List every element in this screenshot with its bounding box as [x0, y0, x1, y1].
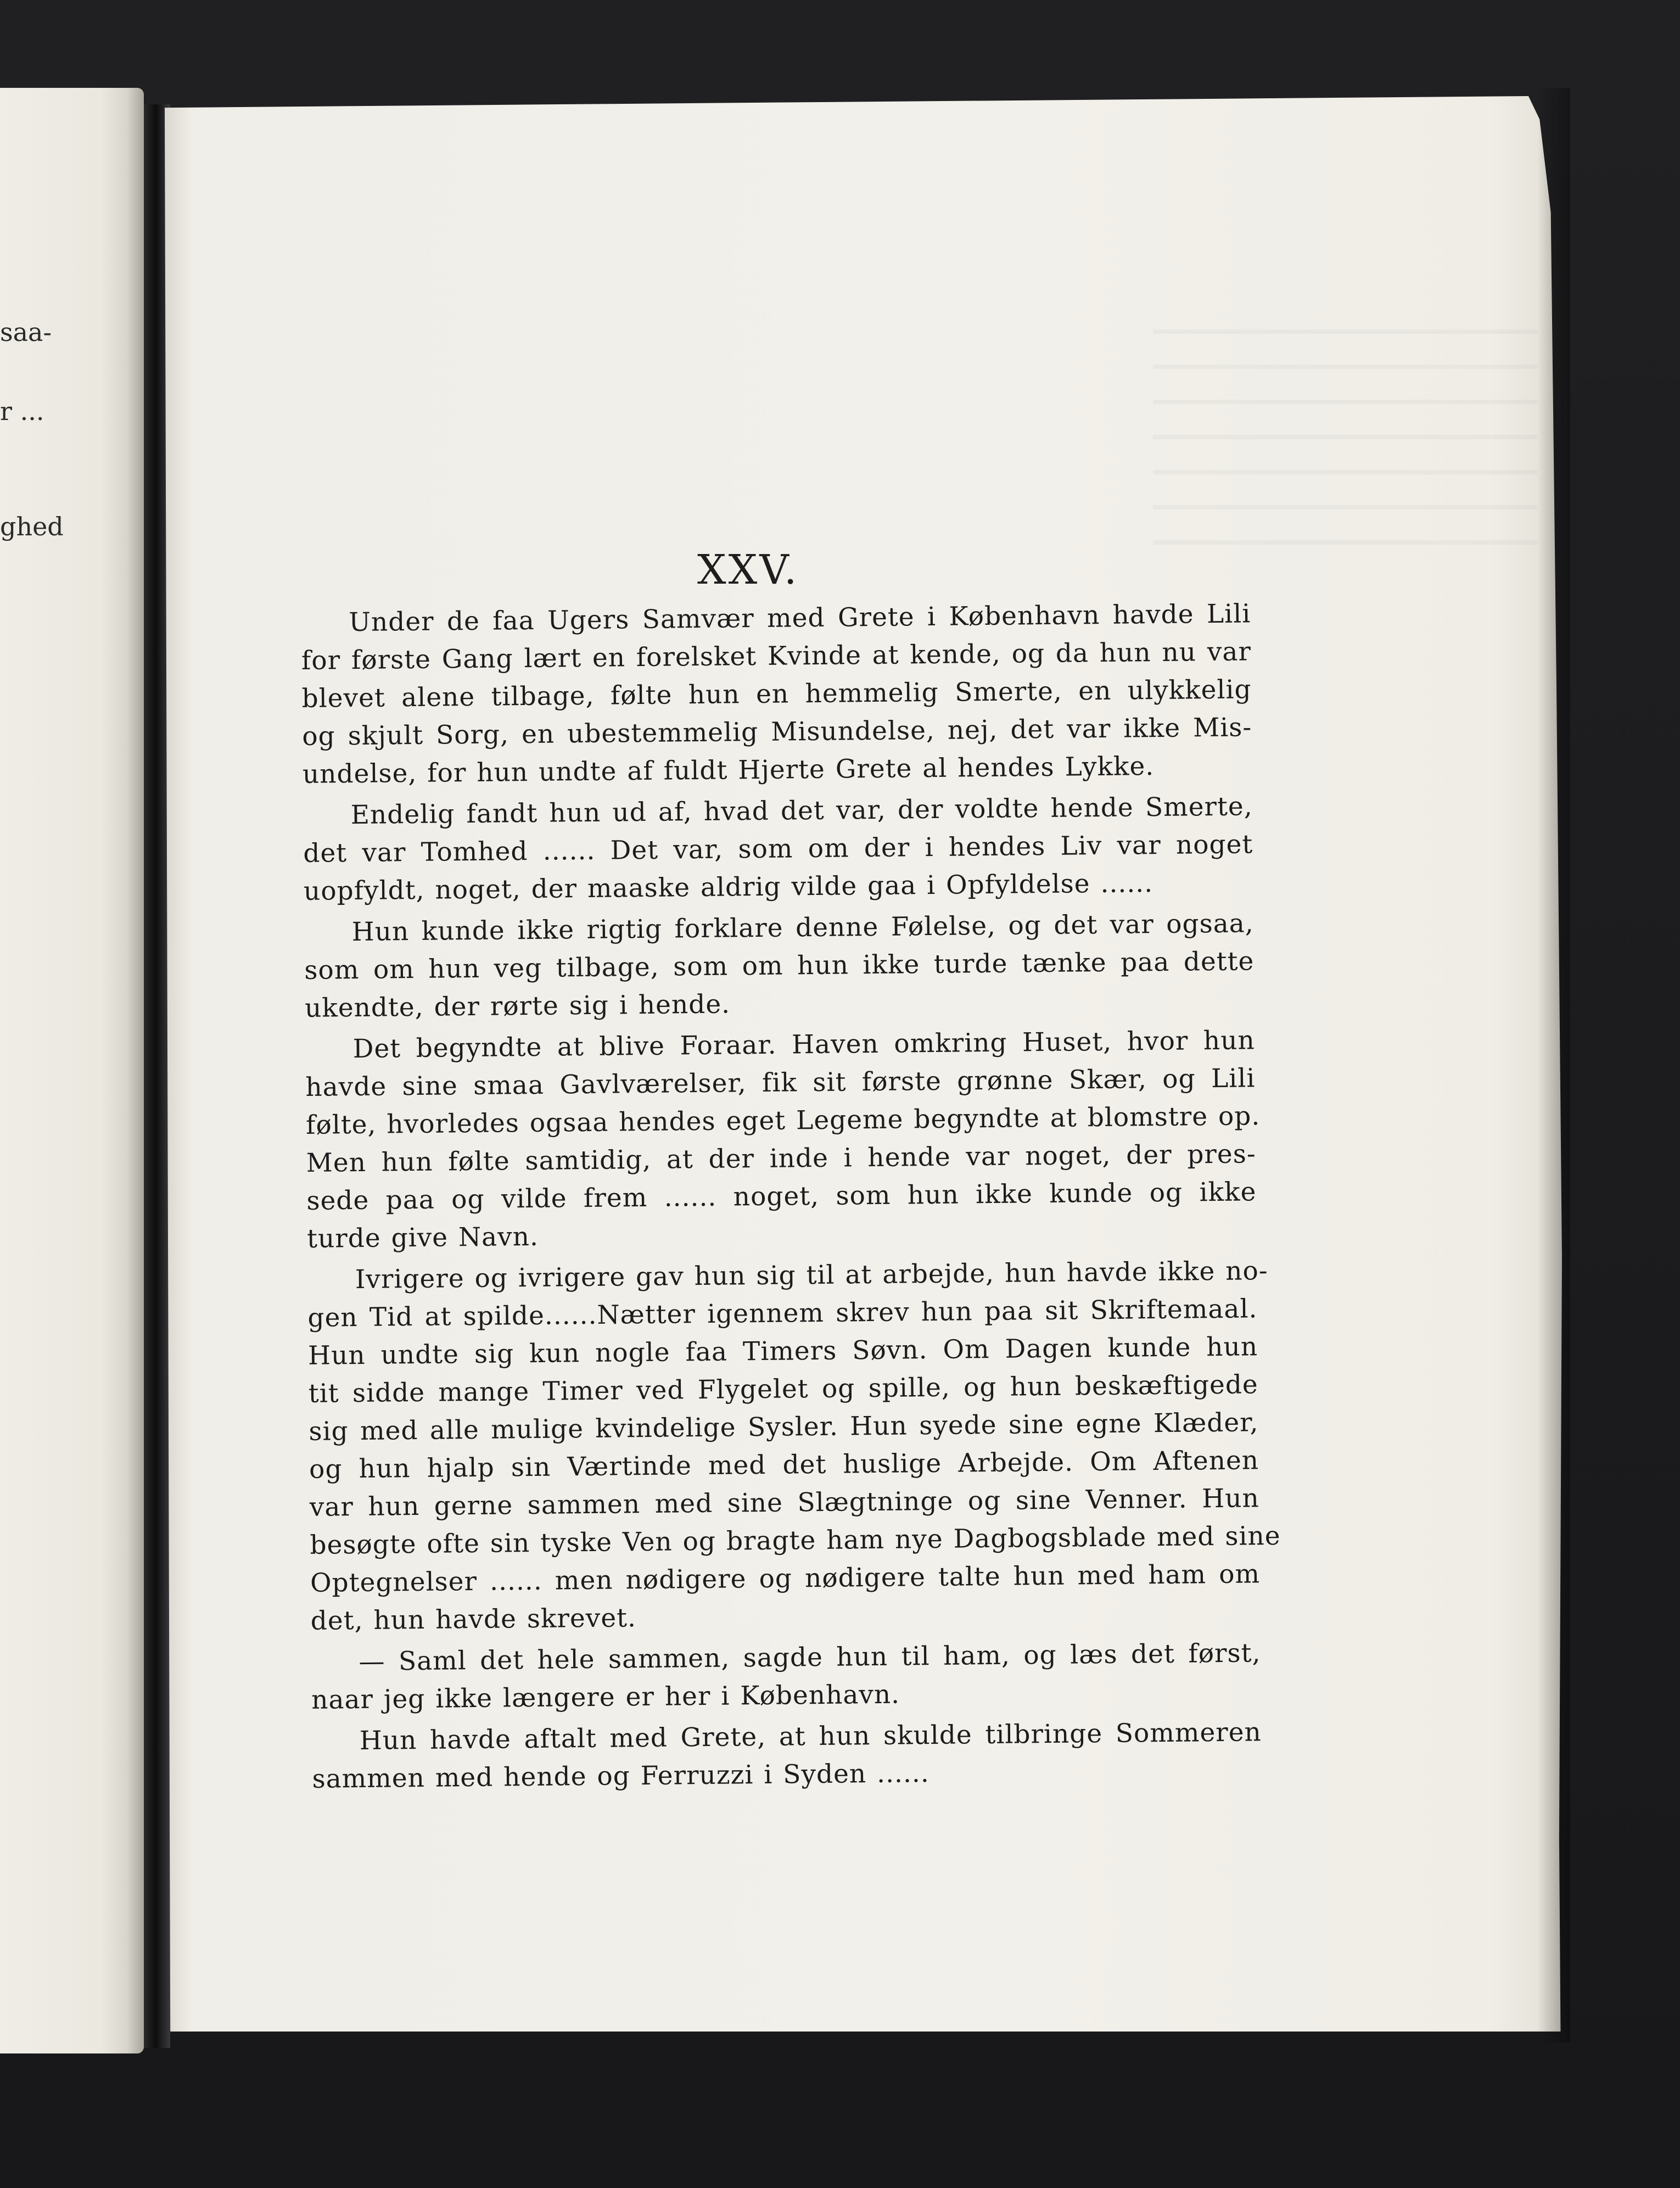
show-through-text: [1153, 329, 1537, 560]
text-line: blevet alene tilbage, følte hun en hemmelig Smerte, en ulykkelig: [301, 674, 1252, 714]
paragraph: [311, 1634, 1261, 1719]
text-line: Under de faa Ugers Samvær med Grete i København havde Lili: [349, 598, 1251, 638]
text-line: besøgte ofte sin tyske Ven og bragte ham nye Dagbogsblade med sine: [310, 1520, 1281, 1560]
text-line: Ivrigere og ivrigere gav hun sig til at arbejde, hun havde ikke no-: [355, 1256, 1268, 1295]
text-line: og skjult Sorg, en ubestemmelig Misundelse, nej, det var ikke Mis-: [302, 712, 1252, 752]
previous-page-fragment: saa-: [0, 317, 52, 347]
text-line: undelse, for hun undte af fuldt Hjerte Grete al hendes Lykke.: [302, 751, 1155, 790]
paragraph: [303, 787, 1253, 910]
paragraph: [307, 1252, 1281, 1640]
text-line: havde sine smaa Gavlværelser, fik sit første grønne Skær, og Lili: [305, 1063, 1256, 1103]
paragraph: [301, 595, 1252, 793]
previous-page-fragment: r ...: [0, 396, 44, 426]
text-line: — Saml det hele sammen, sagde hun til ham, og læs det først,: [359, 1638, 1261, 1677]
previous-page: [0, 88, 144, 2053]
text-line: Det begyndte at blive Foraar. Haven omkring Huset, hvor hun: [352, 1025, 1255, 1065]
text-line: følte, hvorledes ogsaa hendes eget Legeme begyndte at blomstre op.: [305, 1101, 1261, 1140]
text-line: ukendte, der rørte sig i hende.: [304, 989, 731, 1023]
text-line: tit sidde mange Timer ved Flygelet og spille, og hun beskæftigede: [308, 1369, 1258, 1409]
text-line: Hun havde aftalt med Grete, at hun skulde tilbringe Sommeren: [359, 1717, 1262, 1756]
text-line: for første Gang lært en forelsket Kvinde at kende, og da hun nu var: [301, 636, 1252, 676]
text-line: og hun hjalp sin Værtinde med det huslige Arbejde. Om Aftenen: [309, 1445, 1259, 1485]
chapter-body: [301, 595, 1281, 1801]
chapter-title: XXV.: [697, 546, 799, 594]
text-line: Hun undte sig kun nogle faa Timers Søvn. Om Dagen kunde hun: [307, 1331, 1258, 1371]
text-line: som om hun veg tilbage, som om hun ikke turde tænke paa dette: [304, 946, 1255, 986]
previous-page-fragment: ghed: [0, 512, 64, 541]
text-line: var hun gerne sammen med sine Slægtninge og sine Venner. Hun: [309, 1483, 1259, 1523]
text-line: Optegnelser ...... men nødigere og nødigere talte hun med ham om: [310, 1559, 1261, 1598]
text-line: Endelig fandt hun ud af, hvad det var, der voldte hende Smerte,: [350, 791, 1253, 831]
text-line: turde give Navn.: [306, 1221, 539, 1254]
paragraph: [305, 1021, 1261, 1258]
paragraph: [304, 904, 1255, 1027]
text-line: sig med alle mulige kvindelige Sysler. Hun syede sine egne Klæder,: [309, 1407, 1259, 1447]
text-line: Hun kunde ikke rigtig forklare denne Følelse, og det var ogsaa,: [351, 908, 1254, 948]
text-line: det var Tomhed ...... Det var, som om der i hendes Liv var noget: [303, 829, 1253, 869]
text-line: Men hun følte samtidig, at der inde i hende var noget, der pres-: [306, 1139, 1256, 1178]
text-line: sammen med hende og Ferruzzi i Syden ......: [312, 1758, 930, 1794]
text-line: uopfyldt, noget, der maaske aldrig vilde gaa i Opfyldelse ......: [303, 868, 1153, 906]
text-line: sede paa og vilde frem ...... noget, som hun ikke kunde og ikke: [306, 1177, 1257, 1216]
text-line: det, hun havde skrevet.: [310, 1603, 637, 1636]
text-line: naar jeg ikke længere er her i København.: [311, 1679, 900, 1715]
text-line: gen Tid at spilde......Nætter igennem skrev hun paa sit Skriftemaal.: [307, 1294, 1258, 1333]
paragraph: [312, 1713, 1262, 1798]
page-edge-shadow: [1537, 88, 1570, 2042]
